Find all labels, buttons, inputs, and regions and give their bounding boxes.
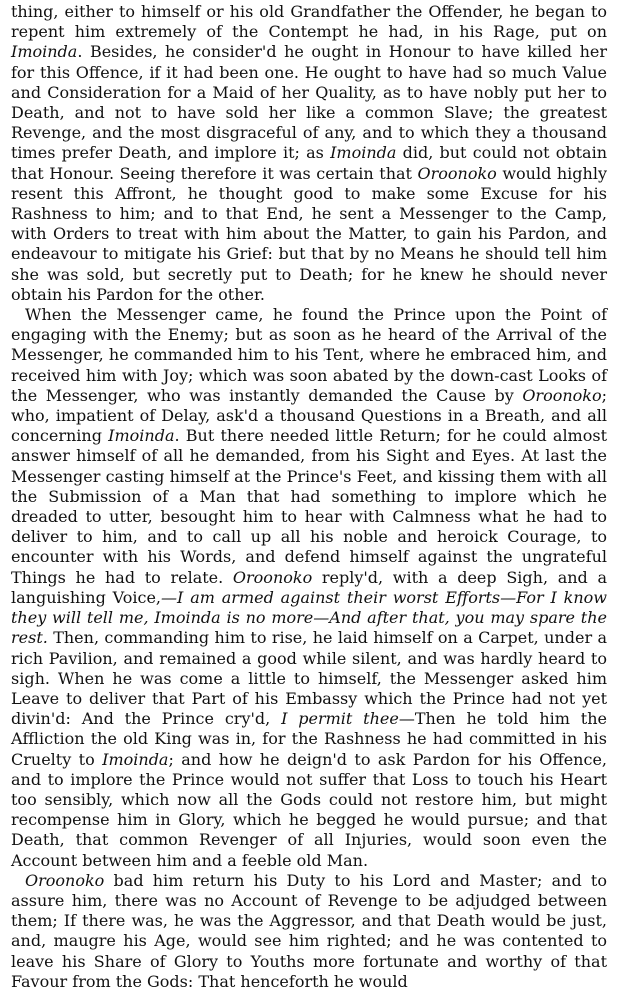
text-run: ; and how he deign'd to ask Pardon for his Offence, and to implore the Prince would not suffer that Loss to touch his Heart too sensibly, which now all the Gods could not restore him, but might recompense him in Glory, which he begged he would pursue; and that Death, that common Revenger of all Injuries, would soon even the Account between him and a feeble old Man. bbox=[11, 749, 607, 870]
text-run-italic: Imoinda bbox=[108, 426, 175, 446]
text-run-italic: —I am armed against their worst Efforts—For I know they will tell me, Imoinda is no more—And after that, you may spare the rest. bbox=[11, 587, 607, 648]
text-run-italic: Oroonoko bbox=[25, 870, 105, 890]
text-run: —Then he told him the Affliction the old King was in, for the Rashness he had committed in his Cruelty to bbox=[11, 709, 607, 769]
text-run: . But there needed little Return; for he could almost answer himself of all he demanded, from his Sight and Eyes. At last the Messenger casting himself at the Prince's Feet, and kissing them with all the Submission of a Man that had something to implore which he dreaded to utter, besought him to hear with Calmness what he had to deliver to him, and to call up all his noble and heroick Courage, to encounter with his Words, and defend himself against the ungrateful Things he had to relate. bbox=[11, 426, 608, 587]
text-run-italic: Oroonoko bbox=[417, 163, 497, 183]
text-run-italic: Imoinda bbox=[102, 749, 169, 769]
text-run: did, but could not obtain that Honour. Seeing therefore it was certain that bbox=[11, 143, 607, 183]
text-run-italic: I permit thee bbox=[281, 709, 399, 729]
text-run: would highly resent this Affront, he thought good to make some Excuse for his Rashness to him; and to that End, he sent a Messenger to the Camp, with Orders to treat with him about the Matter, to gain his Pardon, and endeavour to mitigate his Grief: but that by no Means he should tell him she was sold, but secretly put to Death; for he knew he should never obtain his Pardon for the other. bbox=[11, 163, 607, 304]
text-run-italic: Oroonoko bbox=[232, 567, 313, 587]
text-run-italic: Imoinda bbox=[330, 143, 397, 163]
book-page bbox=[11, 2, 607, 992]
text-run: bad him return his Duty to his Lord and Master; and to assure him, there was no Account of Revenge to be adjudged between them; If there was, he was the Aggressor, and that Death would be just, and, maugre his Age, would see him righted; and he was contented to leave his Share of Glory to Youths more fortunate and worthy of that Favour from the Gods: That henceforth he would bbox=[11, 870, 607, 991]
paragraph-2 bbox=[11, 305, 607, 871]
text-run: . Besides, he consider'd he ought in Honour to have killed her for this Offence, if it had been one. He ought to have had so much Value and Consideration for a Maid of her Quality, as to have nobly put her to Death, and not to have sold her like a common Slave; the greatest Revenge, and the most disgraceful of any, and to which they a thousand times prefer Death, and implore it; as bbox=[11, 42, 607, 163]
text-run: thing, either to himself or his old Grandfather the Offender, he began to repent him extremely of the Contempt he had, in his Rage, put on bbox=[11, 2, 607, 42]
text-run: Then, commanding him to rise, he laid himself on a Carpet, under a rich Pavilion, and remained a good while silent, and was hardly heard to sigh. When he was come a little to himself, the Messenger asked him Leave to deliver that Part of his Embassy which the Prince had not yet divin'd: And the Prince cry'd, bbox=[11, 628, 607, 729]
text-run-italic: Oroonoko bbox=[522, 385, 602, 405]
paragraph-3 bbox=[11, 871, 607, 992]
text-run: When the Messenger came, he found the Prince upon the Point of engaging with the Enemy; but as soon as he heard of the Arrival of the Messenger, he commanded him to his Tent, where he embraced him, and received him with Joy; which was soon abated by the down-cast Looks of the Messenger, who was instantly demanded the Cause by bbox=[11, 305, 607, 405]
text-run-italic: Imoinda bbox=[11, 42, 78, 62]
text-run: ; who, impatient of Delay, ask'd a thousand Questions in a Breath, and all concerning bbox=[11, 385, 607, 446]
text-run: reply'd, with a deep Sigh, and a languishing Voice, bbox=[11, 567, 608, 607]
paragraph-1 bbox=[11, 2, 607, 305]
